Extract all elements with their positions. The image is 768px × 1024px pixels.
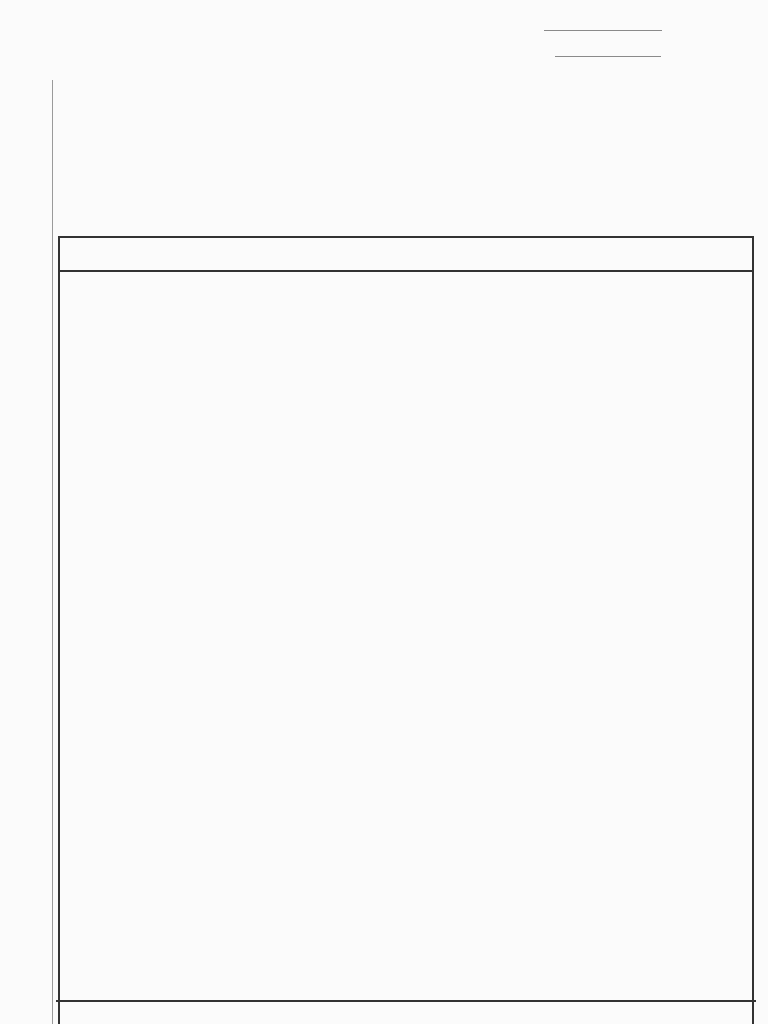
spiral-holes [0,86,34,1024]
table-bottom-line [56,1000,756,1002]
date-underline [555,56,661,57]
number-underline [544,30,662,31]
margin-line [52,80,53,1024]
comparison-table [58,236,754,1024]
table-header-line [58,270,752,272]
